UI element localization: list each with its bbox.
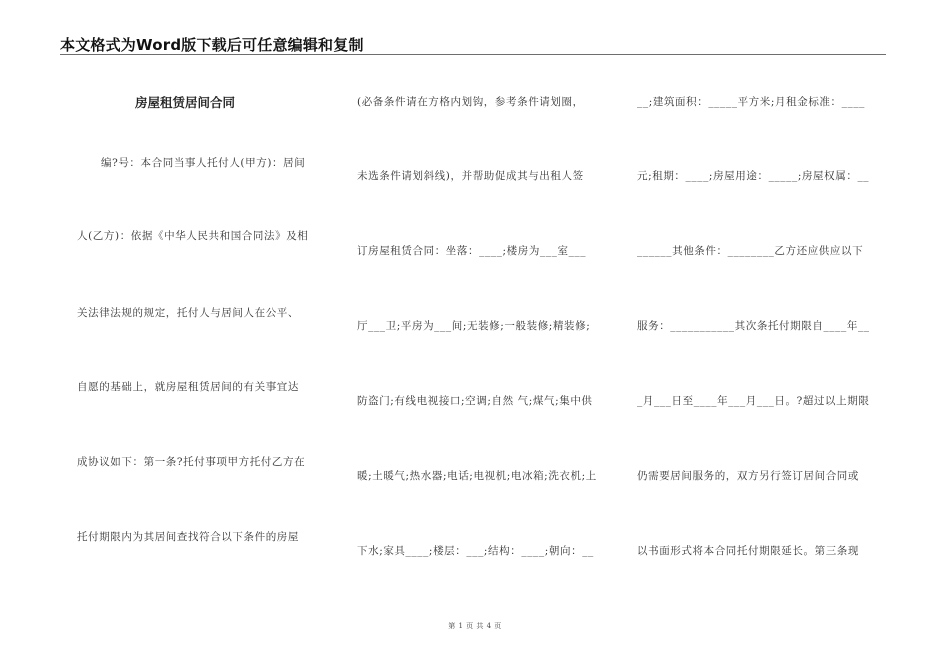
- document-banner: 本文格式为Word版下载后可任意编辑和复制: [60, 36, 364, 54]
- page-number: 第 1 页 共 4 页: [448, 622, 502, 630]
- text-line: 托付期限内为其居间查找符合以下条件的房屋: [77, 531, 299, 543]
- text-line: 厅___卫;平房为___间;无装修;一般装修;精装修;: [357, 320, 591, 332]
- text-line: 暖;土暖气;热水器;电话;电视机;电冰箱;洗衣机;上: [357, 470, 597, 482]
- text-line: __;建筑面积：_____平方米;月租金标准：____: [637, 96, 866, 108]
- text-line: 人(乙方)：依据《中华人民共和国合同法》及相: [77, 230, 309, 242]
- text-line: 以书面形式将本合同托付期限延长。第三条现: [637, 545, 859, 557]
- text-line: 成协议如下：第一条?托付事项甲方托付乙方在: [77, 456, 306, 468]
- text-line: 订房屋租赁合同：坐落：____;楼房为___室___: [357, 245, 587, 257]
- text-line: 下水;家具____;楼层：___;结构：____;朝向：__: [357, 545, 594, 557]
- text-line: 未选条件请划斜线)，并帮助促成其与出租人签: [357, 170, 584, 182]
- text-line: 服务：___________其次条托付期限自____年__: [637, 320, 870, 332]
- text-line: 自愿的基础上，就房屋租赁居间的有关事宜达: [77, 381, 299, 393]
- text-line: 元;租期：____;房屋用途：_____;房屋权属：__: [637, 170, 870, 182]
- text-line: ______其他条件：________乙方还应供应以下: [637, 245, 864, 257]
- text-line: 编?号：本合同当事人托付人(甲方)：居间: [101, 157, 306, 169]
- text-line: 防盗门;有线电视接口;空调;自然 气;煤气;集中供: [357, 395, 593, 407]
- text-line: 关法律法规的规定，托付人与居间人在公平、: [77, 307, 299, 319]
- text-line: (必备条件请在方格内划钩，参考条件请划圈，: [357, 96, 584, 108]
- header-rule: [60, 54, 886, 55]
- text-line: 仍需要居间服务的，双方另行签订居间合同或: [637, 470, 859, 482]
- document-title: 房屋租赁居间合同: [135, 95, 236, 110]
- text-line: _月___日至____年___月___日。?超过以上期限: [637, 395, 870, 407]
